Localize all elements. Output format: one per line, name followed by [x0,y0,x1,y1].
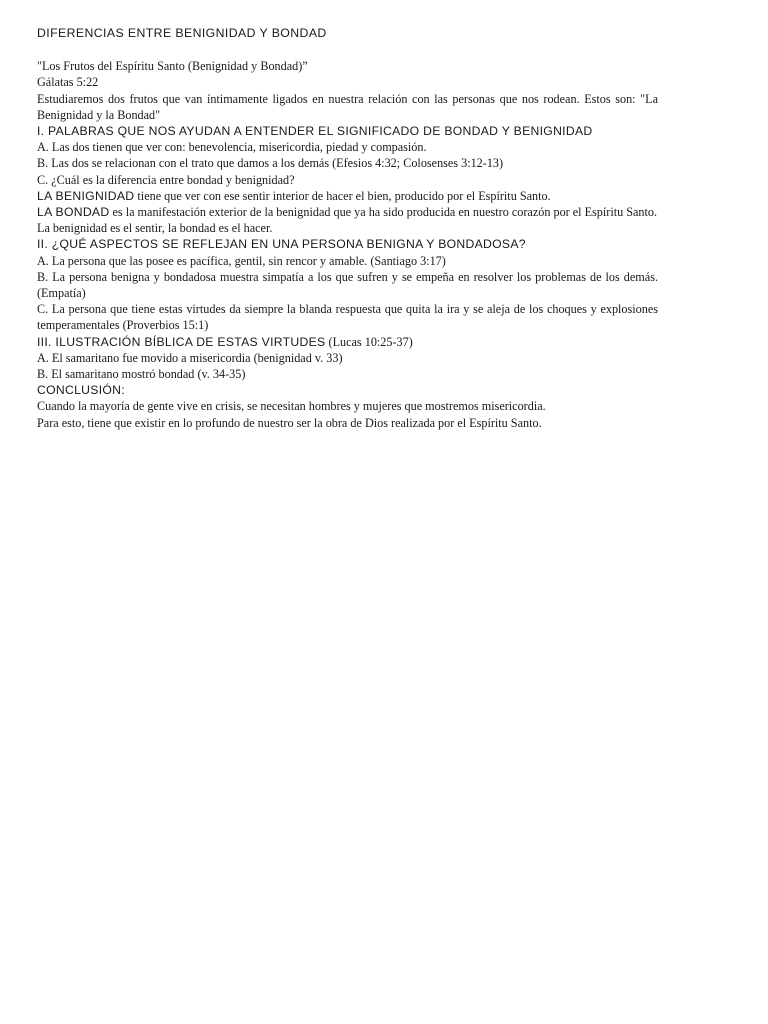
section-2-item-a: A. La persona que las posee es pacífica, gentil, sin rencor y amable. (Santiago 3:17) [37,253,446,268]
section-3-item-a: A. El samaritano fue movido a misericordia (benignidad v. 33) [37,350,343,365]
section-3-reference: (Lucas 10:25-37) [325,334,413,349]
benignidad-term: LA BENIGNIDAD [37,188,135,203]
document-subtitle: "Los Frutos del Espíritu Santo (Benignidad y Bondad)” [37,59,308,74]
benignidad-text: tiene que ver con ese sentir interior de hacer el bien, producido por el Espíritu Santo. [134,188,551,203]
section-1-item-b: B. Las dos se relacionan con el trato que damos a los demás (Efesios 4:32; Colosenses 3:12-13) [37,156,504,171]
section-3-item-b: B. El samaritano mostró bondad (v. 34-35) [37,367,246,382]
section-3-heading: III. ILUSTRACIÓN BÍBLICA DE ESTAS VIRTUDES [37,334,326,349]
bondad-definition [37,204,658,220]
section-1-item-c: C. ¿Cuál es la diferencia entre bondad y benignidad? [37,172,295,187]
conclusion-line-2: Para esto, tiene que existir en lo profundo de nuestro ser la obra de Dios realizada por el Espíritu Santo. [37,415,542,430]
benignidad-definition [37,188,658,204]
intro-paragraph: Estudiaremos dos frutos que van íntimamente ligados en nuestra relación con las personas que nos rodean. Estos son: "La Benignidad y la Bondad" [37,91,658,122]
conclusion-heading: CONCLUSIÓN: [37,383,125,398]
document-page [37,25,658,431]
summary-line: La benignidad es el sentir, la bondad es el hacer. [37,221,273,236]
document-title: DIFERENCIAS ENTRE BENIGNIDAD Y BONDAD [37,26,327,40]
bondad-term: LA BONDAD [37,205,110,220]
section-3-heading-line [37,334,658,350]
scripture-reference: Gálatas 5:22 [37,75,99,90]
conclusion-line-1: Cuando la mayoría de gente vive en crisis, se necesitan hombres y mujeres que mostremos misericordia. [37,399,546,414]
section-1-item-a: A. Las dos tienen que ver con: benevolencia, misericordia, piedad y compasión. [37,140,427,155]
section-2-heading: II. ¿QUÉ ASPECTOS SE REFLEJAN EN UNA PERSONA BENIGNA Y BONDADOSA? [37,237,526,252]
section-1-heading: I. PALABRAS QUE NOS AYUDAN A ENTENDER EL SIGNIFICADO DE BONDAD Y BENIGNIDAD [37,124,593,139]
bondad-text: es la manifestación exterior de la benignidad que ya ha sido producida en nuestro corazón por el Espíritu Santo. [109,205,658,220]
section-2-item-b: B. La persona benigna y bondadosa muestra simpatía a los que sufren y se empeña en resolver los problemas de los demás. (Empatía) [37,269,658,301]
section-2-item-c: C. La persona que tiene estas virtudes da siempre la blanda respuesta que quita la ira y se aleja de los choques y explosiones temperamentales (Proverbios 15:1) [37,302,658,333]
